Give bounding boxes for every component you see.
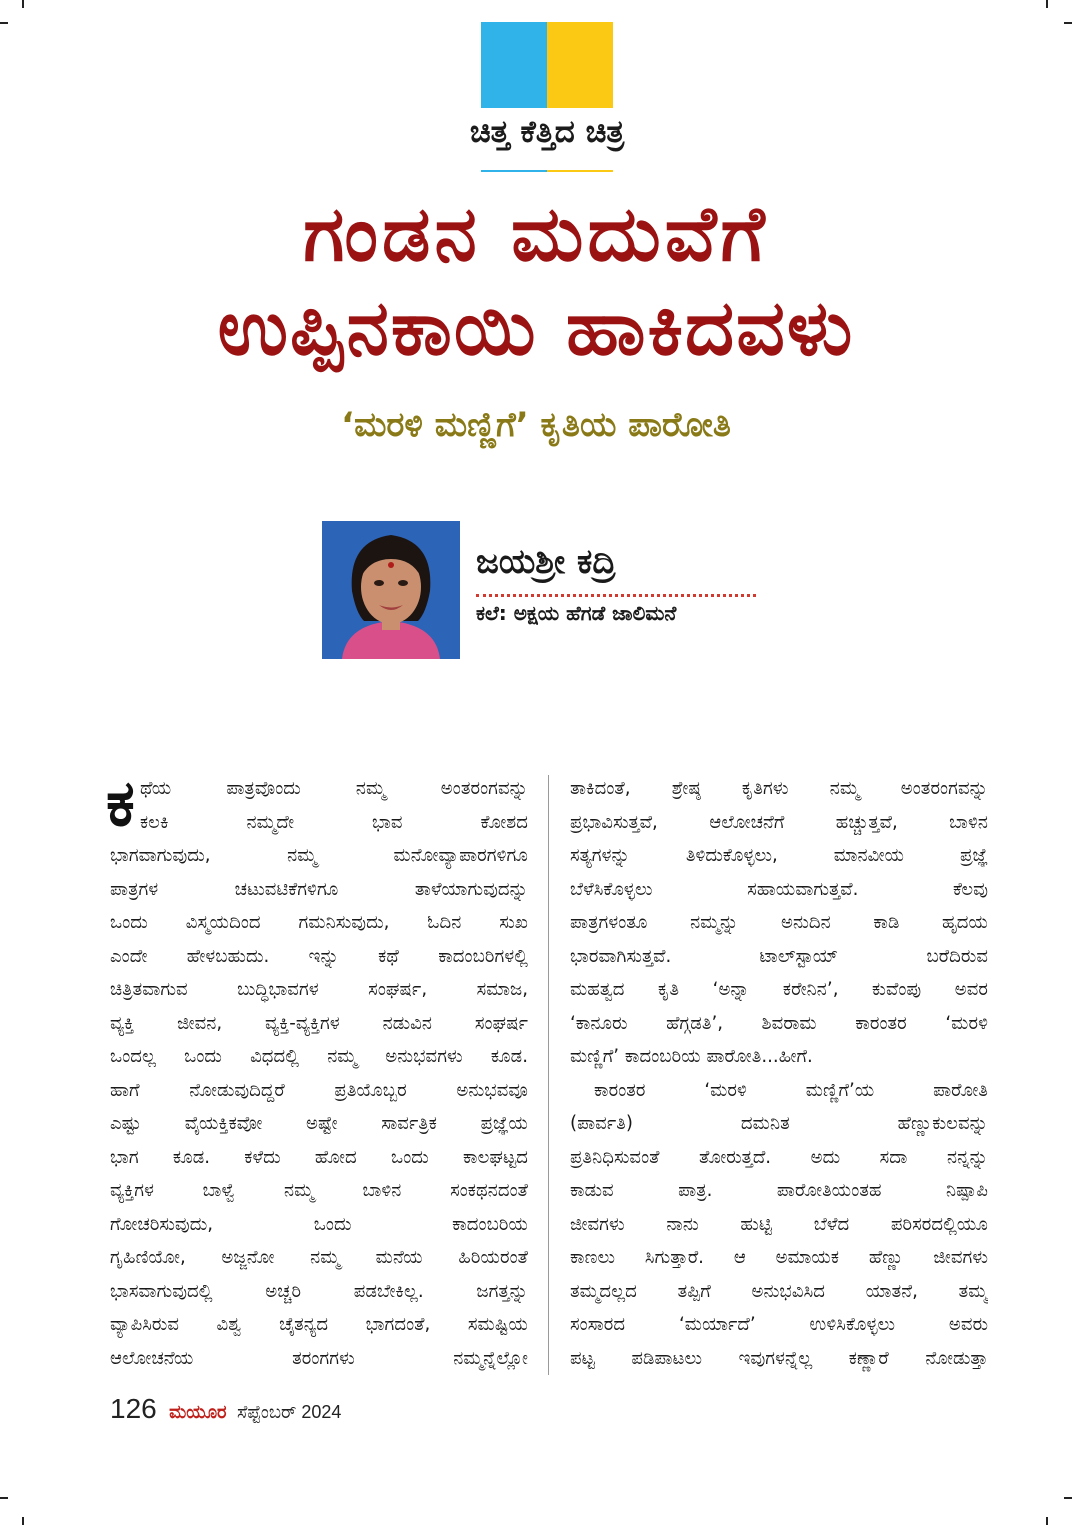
text-line: ಭಾಗವಾಗುವುದು, ನಮ್ಮ ಮನೋವ್ಯಾಪಾರಗಳಿಗೂ [110,845,528,866]
column-divider [548,775,549,1375]
author-name: ಜಯಶ್ರೀ ಕದ್ರಿ [476,542,616,582]
text-line: ತಮ್ಮದಲ್ಲದ ತಪ್ಪಿಗೆ ಅನುಭವಿಸಿದ ಯಾತನೆ, ತಮ್ಮ [570,1280,988,1302]
text-line: ಎಂದೇ ಹೇಳಬಹುದು. ಇನ್ನು ಕಥೆ ಕಾದಂಬರಿಗಳಲ್ಲಿ [110,945,528,967]
crop-mark [1046,1517,1048,1525]
text-line: ವ್ಯಾಪಿಸಿರುವ ವಿಶ್ವ ಚೈತನ್ಯದ ಭಾಗದಂತೆ, ಸಮಷ್ಟಿಯ [110,1314,528,1335]
text-line: ಪ್ರತಿನಿಧಿಸುವಂತೆ ತೋರುತ್ತದೆ. ಅದು ಸದಾ ನನ್ನನ್ನು [570,1146,988,1168]
text-line: ಸತ್ಯಗಳನ್ನು ತಿಳಿದುಕೊಳ್ಳಲು, ಮಾನವೀಯ ಪ್ರಜ್ಞೆ [570,845,988,866]
text-line: ತಾಕಿದಂತೆ, ಶ್ರೇಷ್ಠ ಕೃತಿಗಳು ನಮ್ಮ ಅಂತರಂಗವನ್ನು [570,778,988,799]
text-line: ಪಾತ್ರಗಳಂತೂ ನಮ್ಮನ್ನು ಅನುದಿನ ಕಾಡಿ ಹೃದಯ [570,912,988,933]
crop-mark [0,1497,8,1499]
text-line: ಮಹತ್ವದ ಕೃತಿ ‘ಅನ್ನಾ ಕರೇನಿನ’, ಕುವೆಂಪು ಅವರ [570,979,988,1000]
text-line: ಭಾಸವಾಗುವುದಲ್ಲಿ ಅಚ್ಚರಿ ಪಡಬೇಕಿಲ್ಲ. ಜಗತ್ತನ್ನು [110,1280,528,1302]
issue-date: ಸೆಪ್ಟೆಂಬರ್ 2024 [237,1402,342,1422]
text-line: ವ್ಯಕ್ತಿಗಳ ಬಾಳ್ವೆ ನಮ್ಮ ಬಾಳಿನ ಸಂಕಥನದಂತೆ [110,1180,528,1201]
text-line: ಪಾತ್ರಗಳ ಚಟುವಟಿಕೆಗಳಿಗೂ ತಾಳೆಯಾಗುವುದನ್ನು [110,878,528,900]
page-number: 126 [110,1393,157,1424]
text-line: ಜೀವಗಳು ನಾನು ಹುಟ್ಟಿ ಬೆಳೆದ ಪರಿಸರದಲ್ಲಿಯೂ [570,1213,988,1235]
text-line: ಸಂಸಾರದ ‘ಮರ್ಯಾದೆ’ ಉಳಿಸಿಕೊಳ್ಳಲು ಅವರು [570,1314,988,1335]
text-line: ಕಾಡುವ ಪಾತ್ರ. ಪಾರೋತಿಯಂತಹ ನಿಷ್ಪಾಪಿ [570,1180,988,1201]
crop-mark [1064,1497,1072,1499]
drop-cap: ಕ [106,767,135,841]
column-name: ಚಿತ್ತ ಕೆತ್ತಿದ ಚಿತ್ರ [469,114,625,150]
text-line: ಕಲಕಿ ನಮ್ಮದೇ ಭಾವ ಕೋಶದ [140,811,528,833]
article-column-right [570,772,988,1375]
text-line: ಒಂದಲ್ಲ ಒಂದು ವಿಧದಲ್ಲಿ ನಮ್ಮ ಅನುಭವಗಳು ಕೂಡ. [110,1046,528,1067]
crop-mark [0,22,8,24]
text-line: (ಪಾರ್ವತಿ) ದಮನಿತ ಹೆಣ್ಣುಕುಲವನ್ನು [570,1113,988,1134]
author-photo [322,521,460,659]
text-line: ಕಾಣಲು ಸಿಗುತ್ತಾರೆ. ಆ ಅಮಾಯಕ ಹೆಣ್ಣು ಜೀವಗಳು [570,1247,988,1268]
headline-line-1: ಗಂಡನ ಮದುವೆಗೆ [303,189,769,278]
text-line: ಎಷ್ಟು ವೈಯಕ್ತಿಕವೋ ಅಷ್ಟೇ ಸಾರ್ವತ್ರಿಕ ಪ್ರಜ್ಞೆಯ [110,1113,528,1134]
byline-rule [476,594,756,597]
crop-mark [1064,22,1072,24]
subtitle: ‘ಮರಳಿ ಮಣ್ಣಿಗೆ’ ಕೃತಿಯ ಪಾರೋತಿ [341,405,731,445]
text-line: ‘ಕಾನೂರು ಹೆಗ್ಗಡತಿ’, ಶಿವರಾಮ ಕಾರಂತರ ‘ಮರಳಿ [570,1012,988,1034]
text-line: ಪಟ್ಟ ಪಡಿಪಾಟಲು ಇವುಗಳನ್ನೆಲ್ಲ ಕಣ್ಣಾರೆ ನೋಡುತ್ತಾ [570,1347,988,1369]
text-line: ಗೋಚರಿಸುವುದು, ಒಂದು ಕಾದಂಬರಿಯ [110,1213,528,1235]
column-logo [469,22,625,172]
text-line: ಭಾರವಾಗಿಸುತ್ತವೆ. ಟಾಲ್‌ಸ್ಟಾಯ್ ಬರೆದಿರುವ [570,945,988,967]
text-line: ಪ್ರಭಾವಿಸುತ್ತವೆ, ಆಲೋಚನೆಗೆ ಹಚ್ಚುತ್ತವೆ, ಬಾಳಿನ [570,811,988,833]
text-line: ಭಾಗ ಕೂಡ. ಕಳೆದು ಹೋದ ಒಂದು ಕಾಲಘಟ್ಟದ [110,1146,528,1168]
text-line: ಆಲೋಚನೆಯ ತರಂಗಗಳು ನಮ್ಮನ್ನೆಲ್ಲೋ [110,1347,528,1369]
text-line: ಬೆಳೆಸಿಕೊಳ್ಳಲು ಸಹಾಯವಾಗುತ್ತವೆ. ಕೆಲವು [570,878,988,900]
text-line: ವ್ಯಕ್ತಿ ಜೀವನ, ವ್ಯಕ್ತಿ-ವ್ಯಕ್ತಿಗಳ ನಡುವಿನ ಸಂಘರ್ಷ [110,1012,528,1034]
text-line: ಮಣ್ಣಿಗೆ’ ಕಾದಂಬರಿಯ ಪಾರೋತಿ...ಹೀಗೆ. [570,1046,813,1067]
text-line: ಕಾರಂತರ ‘ಮರಳಿ ಮಣ್ಣಿಗೆ’ಯ ಪಾರೋತಿ [594,1079,988,1101]
headline-line-2: ಉಪ್ಪಿನಕಾಯಿ ಹಾಕಿದವಳು [217,283,855,372]
text-line: ಥೆಯ ಪಾತ್ರವೊಂದು ನಮ್ಮ ಅಂತರಂಗವನ್ನು [140,778,528,799]
crop-mark [1046,0,1048,8]
page-footer [110,1393,341,1425]
crop-mark [22,0,24,8]
article-column-left [106,767,528,1375]
text-line: ಹಾಗೆ ನೋಡುವುದಿದ್ದರೆ ಪ್ರತಿಯೊಬ್ಬರ ಅನುಭವವೂ [110,1079,528,1101]
text-line: ಚಿತ್ರಿತವಾಗುವ ಬುದ್ಧಿಭಾವಗಳ ಸಂಘರ್ಷ, ಸಮಾಜ, [110,979,528,1000]
crop-mark [22,1517,24,1525]
text-line: ಗೃಹಿಣಿಯೋ, ಅಜ್ಜನೋ ನಮ್ಮ ಮನೆಯ ಹಿರಿಯರಂತೆ [110,1247,528,1268]
art-credit: ಕಲೆ: ಅಕ್ಷಯ ಹೆಗಡೆ ಜಾಲಿಮನೆ [476,601,677,625]
magazine-name: ಮಯೂರ [169,1402,227,1422]
text-line: ಒಂದು ವಿಸ್ಮಯದಿಂದ ಗಮನಿಸುವುದು, ಓದಿನ ಸುಖ [110,912,528,933]
